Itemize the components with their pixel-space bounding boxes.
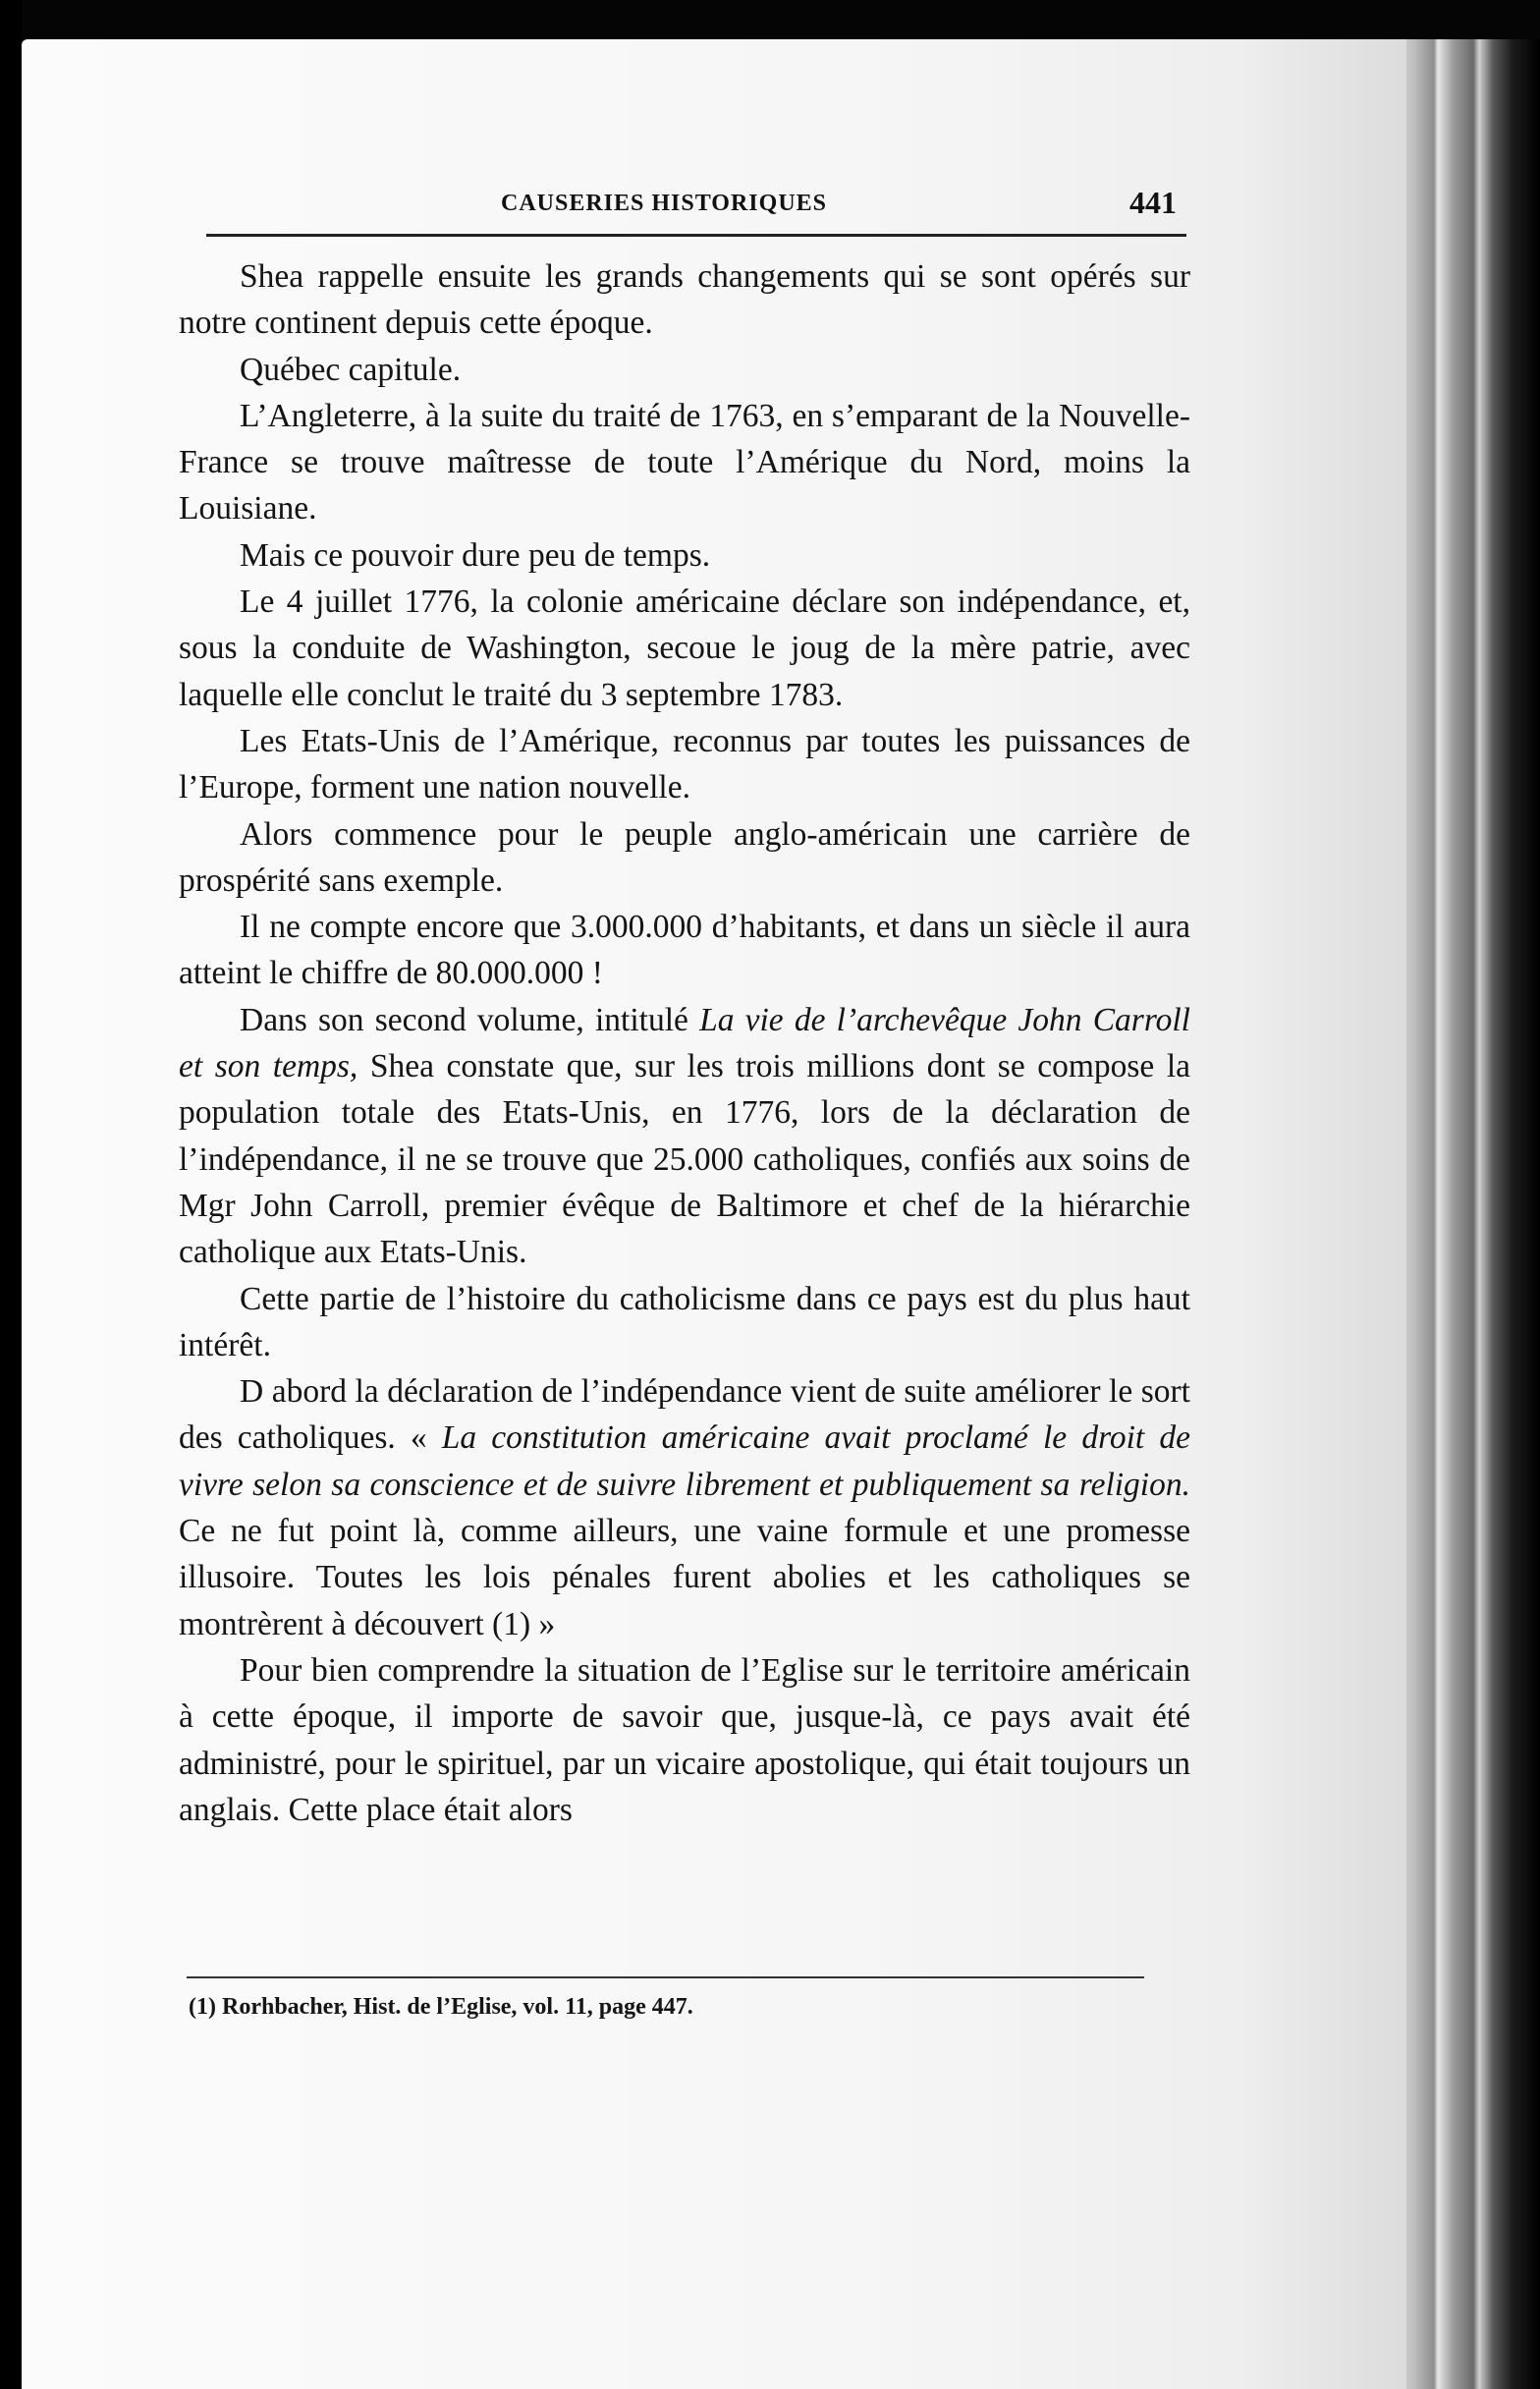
- paragraph-text: Alors commence pour le peuple anglo-américain une carrière de prospérité sans exemple.: [179, 815, 1190, 899]
- paragraph-text: Les Etats-Unis de l’Amérique, reconnus par toutes les puissances de l’Europe, forment une nation nouvelle.: [179, 722, 1190, 806]
- paragraph-text: Québec capitule.: [240, 351, 462, 388]
- body-text: [179, 253, 1190, 1833]
- paragraph-text: Il ne compte encore que 3.000.000 d’habitants, et dans un siècle il aura atteint le chiffre de 80.000.000 !: [179, 909, 1190, 992]
- paragraph: [179, 579, 1190, 718]
- paragraph-text: Shea constate que, sur les trois millions dont se compose la population totale des Etats-Unis, en 1776, lors de la déclaration de l’indépendance, il ne se trouve que 25.000 catholiques, confiés aux soins de Mgr John Carroll, premier évêque de Baltimore et chef de la hiérarchie catholique aux Etats-Unis.: [179, 1048, 1190, 1271]
- paragraph-text: Ce ne fut point là, comme ailleurs, une vaine formule et une promesse illusoire. Toutes les lois pénales furent abolies et les catholiques se montrèrent à découvert (1) »: [179, 1513, 1190, 1642]
- footnote: (1) Rorhbacher, Hist. de l’Eglise, vol. 11, page 447.: [189, 1994, 693, 2020]
- paragraph: [179, 253, 1190, 347]
- paragraph-text: D abord la déclaration de l’indépendance vient de suite améliorer le sort des catholiques. «: [179, 1373, 1190, 1457]
- running-head: [206, 185, 1186, 237]
- paragraph: [179, 1276, 1190, 1369]
- book-page-edges: [1395, 39, 1540, 2389]
- binding-shadow: [0, 0, 22, 2389]
- paragraph: [179, 997, 1190, 1276]
- paragraph: [179, 811, 1190, 905]
- paragraph: [179, 904, 1190, 997]
- paragraph-text: L’Angleterre, à la suite du traité de 1763, en s’emparant de la Nouvelle-France se trouve maîtresse de toute l’Amérique du Nord, moins la Louisiane.: [179, 397, 1190, 528]
- paragraph-text: Dans son second volume, intitulé: [240, 1001, 700, 1038]
- paragraph: [179, 1647, 1190, 1833]
- footnote-divider: [187, 1976, 1144, 1978]
- paragraph: [179, 347, 1190, 393]
- italic-text: La constitution américaine avait proclamé le droit de vivre selon sa conscience et de suivre librement et publiquement sa religion.: [179, 1419, 1190, 1503]
- running-title: CAUSERIES HISTORIQUES: [501, 191, 828, 216]
- paragraph: [179, 532, 1190, 579]
- paragraph: [179, 393, 1190, 532]
- paragraph: [179, 1368, 1190, 1647]
- paragraph-text: Mais ce pouvoir dure peu de temps.: [240, 536, 711, 574]
- paragraph-text: Pour bien comprendre la situation de l’Eglise sur le territoire américain à cette époque, il importe de savoir que, jusque-là, ce pays avait été administré, pour le spirituel, par un vicaire apostolique, qui était toujours un anglais. Cette place était alors: [179, 1651, 1190, 1828]
- paragraph-text: Le 4 juillet 1776, la colonie américaine déclare son indépendance, et, sous la conduite de Washington, secoue le joug de la mère patrie, avec laquelle elle conclut le traité du 3 septembre 1783.: [179, 583, 1190, 713]
- paragraph-text: Shea rappelle ensuite les grands changements qui se sont opérés sur notre continent depuis cette époque.: [179, 258, 1190, 342]
- book-page: [22, 39, 1406, 2389]
- italic-text: La vie de l’archevêque John Carroll et son temps,: [179, 1001, 1190, 1085]
- page-number: 441: [1129, 185, 1177, 220]
- paragraph-text: Cette partie de l’histoire du catholicisme dans ce pays est du plus haut intérêt.: [179, 1280, 1190, 1363]
- paragraph: [179, 718, 1190, 811]
